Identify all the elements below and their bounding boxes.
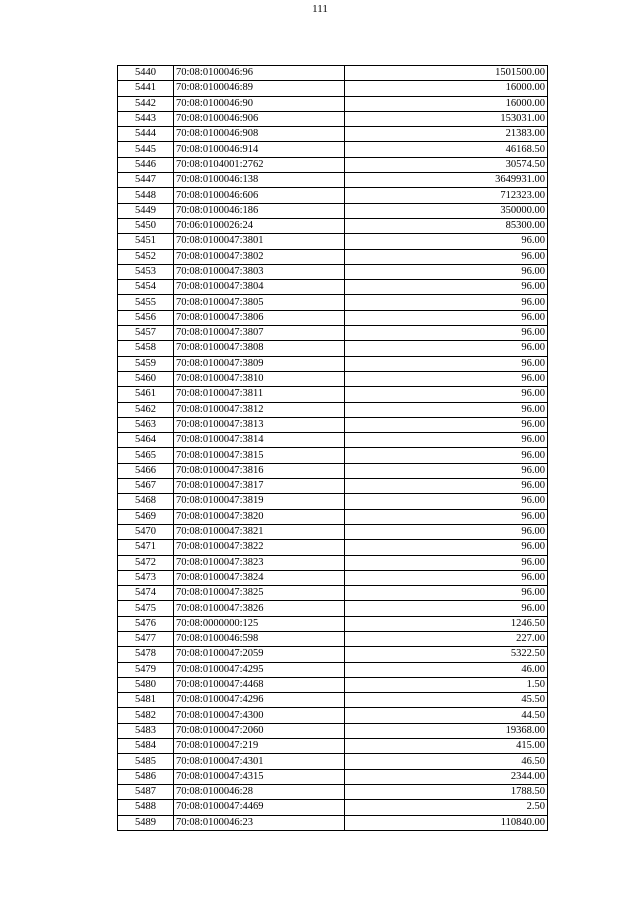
value-cell: 1501500.00 xyxy=(345,66,548,81)
value-cell: 96.00 xyxy=(345,387,548,402)
row-number-cell: 5468 xyxy=(118,494,174,509)
table-row xyxy=(118,142,548,157)
value-cell: 350000.00 xyxy=(345,203,548,218)
cadastral-number-cell: 70:08:0100046:186 xyxy=(174,203,345,218)
table-row xyxy=(118,601,548,616)
value-cell: 85300.00 xyxy=(345,218,548,233)
value-cell: 5322.50 xyxy=(345,647,548,662)
row-number-cell: 5476 xyxy=(118,616,174,631)
value-cell: 227.00 xyxy=(345,631,548,646)
value-cell: 96.00 xyxy=(345,234,548,249)
cadastral-number-cell: 70:08:0100047:219 xyxy=(174,739,345,754)
cadastral-number-cell: 70:08:0100047:3810 xyxy=(174,371,345,386)
table-row xyxy=(118,509,548,524)
cadastral-number-cell: 70:08:0100046:96 xyxy=(174,66,345,81)
registry-table-body xyxy=(118,66,548,831)
row-number-cell: 5467 xyxy=(118,479,174,494)
cadastral-number-cell: 70:08:0100047:2060 xyxy=(174,723,345,738)
value-cell: 16000.00 xyxy=(345,96,548,111)
row-number-cell: 5489 xyxy=(118,815,174,830)
table-row xyxy=(118,387,548,402)
table-row xyxy=(118,433,548,448)
cadastral-number-cell: 70:08:0100047:3807 xyxy=(174,326,345,341)
value-cell: 2344.00 xyxy=(345,769,548,784)
cadastral-number-cell: 70:08:0100047:4469 xyxy=(174,800,345,815)
table-row xyxy=(118,341,548,356)
value-cell: 96.00 xyxy=(345,417,548,432)
row-number-cell: 5456 xyxy=(118,310,174,325)
cadastral-number-cell: 70:08:0100047:3802 xyxy=(174,249,345,264)
table-row xyxy=(118,66,548,81)
table-row xyxy=(118,524,548,539)
row-number-cell: 5485 xyxy=(118,754,174,769)
row-number-cell: 5446 xyxy=(118,157,174,172)
value-cell: 46.00 xyxy=(345,662,548,677)
table-row xyxy=(118,739,548,754)
value-cell: 2.50 xyxy=(345,800,548,815)
row-number-cell: 5442 xyxy=(118,96,174,111)
table-row xyxy=(118,708,548,723)
row-number-cell: 5470 xyxy=(118,524,174,539)
value-cell: 1246.50 xyxy=(345,616,548,631)
table-row xyxy=(118,784,548,799)
row-number-cell: 5464 xyxy=(118,433,174,448)
row-number-cell: 5447 xyxy=(118,173,174,188)
value-cell: 96.00 xyxy=(345,310,548,325)
table-row xyxy=(118,310,548,325)
value-cell: 46168.50 xyxy=(345,142,548,157)
row-number-cell: 5473 xyxy=(118,570,174,585)
value-cell: 96.00 xyxy=(345,540,548,555)
table-row xyxy=(118,631,548,646)
row-number-cell: 5474 xyxy=(118,586,174,601)
cadastral-number-cell: 70:08:0100046:914 xyxy=(174,142,345,157)
value-cell: 3649931.00 xyxy=(345,173,548,188)
value-cell: 96.00 xyxy=(345,494,548,509)
row-number-cell: 5487 xyxy=(118,784,174,799)
value-cell: 96.00 xyxy=(345,249,548,264)
row-number-cell: 5472 xyxy=(118,555,174,570)
table-row xyxy=(118,800,548,815)
table-row xyxy=(118,723,548,738)
value-cell: 96.00 xyxy=(345,433,548,448)
table-row xyxy=(118,188,548,203)
table-row xyxy=(118,555,548,570)
cadastral-number-cell: 70:08:0104001:2762 xyxy=(174,157,345,172)
cadastral-number-cell: 70:08:0100047:3824 xyxy=(174,570,345,585)
row-number-cell: 5461 xyxy=(118,387,174,402)
cadastral-number-cell: 70:08:0100047:3808 xyxy=(174,341,345,356)
table-row xyxy=(118,662,548,677)
cadastral-number-cell: 70:08:0100047:3814 xyxy=(174,433,345,448)
table-row xyxy=(118,356,548,371)
cadastral-number-cell: 70:08:0100047:4296 xyxy=(174,693,345,708)
table-row xyxy=(118,203,548,218)
row-number-cell: 5462 xyxy=(118,402,174,417)
row-number-cell: 5482 xyxy=(118,708,174,723)
row-number-cell: 5453 xyxy=(118,264,174,279)
table-row xyxy=(118,81,548,96)
table-row xyxy=(118,754,548,769)
value-cell: 96.00 xyxy=(345,479,548,494)
cadastral-number-cell: 70:08:0100046:138 xyxy=(174,173,345,188)
row-number-cell: 5477 xyxy=(118,631,174,646)
row-number-cell: 5484 xyxy=(118,739,174,754)
cadastral-number-cell: 70:08:0100047:2059 xyxy=(174,647,345,662)
value-cell: 96.00 xyxy=(345,371,548,386)
table-row xyxy=(118,402,548,417)
table-row xyxy=(118,616,548,631)
cadastral-number-cell: 70:08:0100047:3803 xyxy=(174,264,345,279)
cadastral-number-cell: 70:08:0100046:906 xyxy=(174,111,345,126)
table-row xyxy=(118,677,548,692)
value-cell: 415.00 xyxy=(345,739,548,754)
value-cell: 712323.00 xyxy=(345,188,548,203)
row-number-cell: 5479 xyxy=(118,662,174,677)
registry-table xyxy=(117,65,548,831)
cadastral-number-cell: 70:08:0100047:4315 xyxy=(174,769,345,784)
value-cell: 44.50 xyxy=(345,708,548,723)
row-number-cell: 5480 xyxy=(118,677,174,692)
cadastral-number-cell: 70:08:0100047:3805 xyxy=(174,295,345,310)
table-row xyxy=(118,295,548,310)
cadastral-number-cell: 70:08:0100047:3821 xyxy=(174,524,345,539)
row-number-cell: 5463 xyxy=(118,417,174,432)
cadastral-number-cell: 70:08:0100047:3816 xyxy=(174,463,345,478)
row-number-cell: 5449 xyxy=(118,203,174,218)
table-row xyxy=(118,693,548,708)
row-number-cell: 5451 xyxy=(118,234,174,249)
cadastral-number-cell: 70:08:0100047:3820 xyxy=(174,509,345,524)
value-cell: 96.00 xyxy=(345,448,548,463)
table-row xyxy=(118,479,548,494)
value-cell: 96.00 xyxy=(345,341,548,356)
row-number-cell: 5471 xyxy=(118,540,174,555)
cadastral-number-cell: 70:08:0100046:598 xyxy=(174,631,345,646)
cadastral-number-cell: 70:08:0000000:125 xyxy=(174,616,345,631)
cadastral-number-cell: 70:08:0100047:4468 xyxy=(174,677,345,692)
value-cell: 110840.00 xyxy=(345,815,548,830)
value-cell: 96.00 xyxy=(345,264,548,279)
table-row xyxy=(118,173,548,188)
cadastral-number-cell: 70:08:0100047:3806 xyxy=(174,310,345,325)
cadastral-number-cell: 70:08:0100047:4295 xyxy=(174,662,345,677)
value-cell: 16000.00 xyxy=(345,81,548,96)
table-row xyxy=(118,234,548,249)
cadastral-number-cell: 70:08:0100046:89 xyxy=(174,81,345,96)
table-row xyxy=(118,540,548,555)
table-row xyxy=(118,463,548,478)
value-cell: 96.00 xyxy=(345,524,548,539)
table-row xyxy=(118,417,548,432)
row-number-cell: 5465 xyxy=(118,448,174,463)
row-number-cell: 5458 xyxy=(118,341,174,356)
cadastral-number-cell: 70:08:0100047:4300 xyxy=(174,708,345,723)
table-row xyxy=(118,769,548,784)
value-cell: 21383.00 xyxy=(345,127,548,142)
value-cell: 96.00 xyxy=(345,509,548,524)
cadastral-number-cell: 70:08:0100047:3801 xyxy=(174,234,345,249)
row-number-cell: 5460 xyxy=(118,371,174,386)
row-number-cell: 5445 xyxy=(118,142,174,157)
table-row xyxy=(118,815,548,830)
value-cell: 46.50 xyxy=(345,754,548,769)
row-number-cell: 5452 xyxy=(118,249,174,264)
value-cell: 96.00 xyxy=(345,555,548,570)
cadastral-number-cell: 70:08:0100047:3822 xyxy=(174,540,345,555)
value-cell: 96.00 xyxy=(345,463,548,478)
row-number-cell: 5488 xyxy=(118,800,174,815)
cadastral-number-cell: 70:08:0100046:23 xyxy=(174,815,345,830)
cadastral-number-cell: 70:08:0100047:4301 xyxy=(174,754,345,769)
table-row xyxy=(118,157,548,172)
row-number-cell: 5455 xyxy=(118,295,174,310)
value-cell: 96.00 xyxy=(345,356,548,371)
cadastral-number-cell: 70:08:0100047:3813 xyxy=(174,417,345,432)
table-row xyxy=(118,586,548,601)
row-number-cell: 5440 xyxy=(118,66,174,81)
value-cell: 1788.50 xyxy=(345,784,548,799)
cadastral-number-cell: 70:08:0100047:3825 xyxy=(174,586,345,601)
cadastral-number-cell: 70:08:0100047:3817 xyxy=(174,479,345,494)
table-row xyxy=(118,494,548,509)
row-number-cell: 5448 xyxy=(118,188,174,203)
table-row xyxy=(118,570,548,585)
table-row xyxy=(118,127,548,142)
row-number-cell: 5475 xyxy=(118,601,174,616)
cadastral-number-cell: 70:08:0100047:3826 xyxy=(174,601,345,616)
page-number: 111 xyxy=(312,3,328,15)
cadastral-number-cell: 70:08:0100047:3823 xyxy=(174,555,345,570)
value-cell: 45.50 xyxy=(345,693,548,708)
value-cell: 96.00 xyxy=(345,570,548,585)
table-row xyxy=(118,111,548,126)
cadastral-number-cell: 70:08:0100047:3811 xyxy=(174,387,345,402)
row-number-cell: 5466 xyxy=(118,463,174,478)
row-number-cell: 5450 xyxy=(118,218,174,233)
cadastral-number-cell: 70:08:0100046:908 xyxy=(174,127,345,142)
table-row xyxy=(118,96,548,111)
value-cell: 153031.00 xyxy=(345,111,548,126)
row-number-cell: 5459 xyxy=(118,356,174,371)
value-cell: 96.00 xyxy=(345,295,548,310)
cadastral-number-cell: 70:08:0100047:3819 xyxy=(174,494,345,509)
table-row xyxy=(118,264,548,279)
table-row xyxy=(118,647,548,662)
value-cell: 96.00 xyxy=(345,402,548,417)
table-row xyxy=(118,371,548,386)
cadastral-number-cell: 70:08:0100047:3804 xyxy=(174,280,345,295)
value-cell: 96.00 xyxy=(345,601,548,616)
table-row xyxy=(118,249,548,264)
table-row xyxy=(118,218,548,233)
cadastral-number-cell: 70:08:0100046:90 xyxy=(174,96,345,111)
value-cell: 30574.50 xyxy=(345,157,548,172)
cadastral-number-cell: 70:08:0100047:3812 xyxy=(174,402,345,417)
row-number-cell: 5483 xyxy=(118,723,174,738)
row-number-cell: 5469 xyxy=(118,509,174,524)
value-cell: 1.50 xyxy=(345,677,548,692)
cadastral-number-cell: 70:08:0100047:3815 xyxy=(174,448,345,463)
row-number-cell: 5457 xyxy=(118,326,174,341)
row-number-cell: 5486 xyxy=(118,769,174,784)
cadastral-number-cell: 70:08:0100047:3809 xyxy=(174,356,345,371)
row-number-cell: 5454 xyxy=(118,280,174,295)
row-number-cell: 5441 xyxy=(118,81,174,96)
table-row xyxy=(118,448,548,463)
table-row xyxy=(118,326,548,341)
value-cell: 96.00 xyxy=(345,280,548,295)
row-number-cell: 5481 xyxy=(118,693,174,708)
cadastral-number-cell: 70:08:0100046:28 xyxy=(174,784,345,799)
cadastral-number-cell: 70:06:0100026:24 xyxy=(174,218,345,233)
row-number-cell: 5443 xyxy=(118,111,174,126)
row-number-cell: 5478 xyxy=(118,647,174,662)
value-cell: 96.00 xyxy=(345,586,548,601)
cadastral-number-cell: 70:08:0100046:606 xyxy=(174,188,345,203)
value-cell: 96.00 xyxy=(345,326,548,341)
table-row xyxy=(118,280,548,295)
row-number-cell: 5444 xyxy=(118,127,174,142)
value-cell: 19368.00 xyxy=(345,723,548,738)
